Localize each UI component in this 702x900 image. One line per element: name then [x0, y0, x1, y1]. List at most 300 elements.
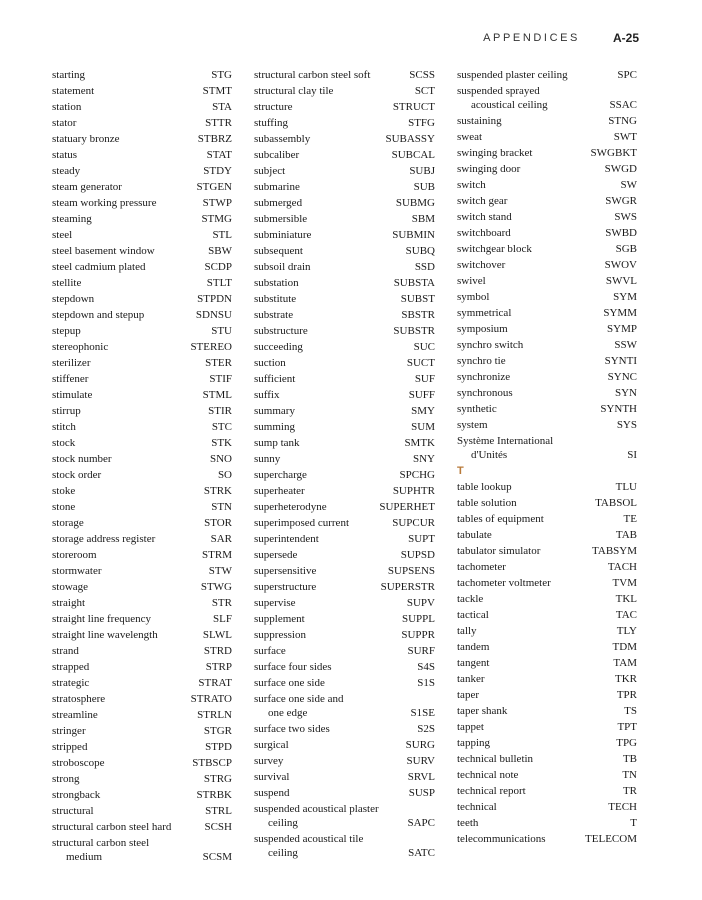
- entry-term: [254, 276, 299, 290]
- glossary-entry: [254, 290, 435, 306]
- entry-term-text: sustaining: [457, 115, 502, 127]
- glossary-entry: [457, 830, 637, 846]
- entry-term: [254, 500, 327, 514]
- glossary-entry: [457, 336, 637, 352]
- glossary-entry: [52, 530, 232, 546]
- entry-abbreviation: STPDN: [197, 293, 232, 305]
- entry-term: [254, 722, 330, 736]
- entry-abbreviation: STWP: [202, 197, 232, 209]
- entry-term-text: summary: [254, 405, 295, 417]
- entry-abbreviation: TELECOM: [585, 833, 637, 845]
- glossary-entry: [254, 258, 435, 274]
- entry-term-text: survival: [254, 771, 290, 783]
- entry-abbreviation: STRK: [203, 485, 232, 497]
- entry-term-text: supervise: [254, 597, 296, 609]
- entry-term: [254, 484, 305, 498]
- entry-term-text: submerged: [254, 197, 303, 209]
- entry-term: [457, 162, 520, 176]
- entry-term: [254, 212, 307, 226]
- glossary-entry: [254, 66, 435, 82]
- entry-abbreviation: SMY: [411, 405, 435, 417]
- entry-term: [254, 100, 292, 114]
- entry-term: [254, 164, 285, 178]
- entry-term-text: stratosphere: [52, 693, 106, 705]
- glossary-entry: [254, 562, 435, 578]
- glossary-entry: [254, 578, 435, 594]
- entry-term-text: superimposed current: [254, 517, 349, 529]
- entry-term-text: subcaliber: [254, 149, 300, 161]
- entry-term: [457, 226, 511, 240]
- entry-term: [52, 196, 156, 210]
- entry-term: [52, 180, 122, 194]
- entry-term: [254, 228, 311, 242]
- entry-term-text: superheater: [254, 485, 305, 497]
- glossary-entry: [52, 306, 232, 322]
- entry-term: [52, 84, 94, 98]
- glossary-entry: [254, 386, 435, 402]
- entry-term-text: tandem: [457, 641, 490, 653]
- entry-term-text: swinging bracket: [457, 147, 533, 159]
- entry-abbreviation: SUB: [413, 181, 435, 193]
- glossary-entry: [52, 130, 232, 146]
- glossary-entry: [52, 354, 232, 370]
- entry-abbreviation: STRM: [202, 549, 232, 561]
- entry-term-text: storage address register: [52, 533, 156, 545]
- entry-abbreviation: SNO: [209, 453, 232, 465]
- entry-abbreviation: S4S: [417, 661, 435, 673]
- entry-abbreviation: STER: [205, 357, 232, 369]
- glossary-entry: [52, 82, 232, 98]
- glossary-entry: [254, 434, 435, 450]
- entry-term: [457, 114, 502, 128]
- entry-term: [254, 180, 300, 194]
- glossary-entry: [52, 690, 232, 706]
- entry-term: [52, 100, 81, 114]
- entry-term-text: statuary bronze: [52, 133, 120, 145]
- glossary-entry: [457, 160, 637, 176]
- entry-term-text: tabulator simulator: [457, 545, 541, 557]
- entry-term: [457, 370, 510, 384]
- glossary-entry: [52, 242, 232, 258]
- entry-term-text: steel: [52, 229, 73, 241]
- entry-term-text: steam working pressure: [52, 197, 157, 209]
- entry-abbreviation: SUPHTR: [392, 485, 435, 497]
- entry-abbreviation: SGB: [615, 243, 637, 255]
- entry-term: [254, 436, 300, 450]
- glossary-entry: [254, 178, 435, 194]
- entry-abbreviation: SYS: [616, 419, 637, 431]
- entry-term: [52, 388, 92, 402]
- entry-term: [457, 704, 507, 718]
- glossary-entry: [254, 114, 435, 130]
- entry-term-text: symmetrical: [457, 307, 512, 319]
- entry-term: [52, 564, 101, 578]
- entry-abbreviation: SW: [620, 179, 637, 191]
- section-title: APPENDICES: [483, 32, 580, 44]
- entry-abbreviation: SUPERHET: [379, 501, 435, 513]
- glossary-entry: [52, 418, 232, 434]
- glossary-entry: [457, 750, 637, 766]
- glossary-entry: [457, 432, 637, 462]
- entry-abbreviation: TECH: [608, 801, 637, 813]
- entry-term-text: stowage: [52, 581, 89, 593]
- entry-term: [52, 308, 144, 322]
- entry-term-text: synthetic: [457, 403, 497, 415]
- entry-abbreviation: SI: [627, 449, 637, 461]
- entry-term-text: steel basement window: [52, 245, 155, 257]
- glossary-entry: [52, 546, 232, 562]
- glossary-entry: [457, 766, 637, 782]
- entry-term: [52, 116, 76, 130]
- entry-term: [254, 132, 310, 146]
- entry-term-text: surface: [254, 645, 286, 657]
- glossary-entry: [457, 82, 637, 112]
- entry-term: [254, 596, 296, 610]
- glossary-entry: [254, 450, 435, 466]
- glossary-entry: [457, 416, 637, 432]
- entry-term-text: strapped: [52, 661, 90, 673]
- entries-column-1: [52, 66, 232, 864]
- entry-abbreviation: STPD: [205, 741, 232, 753]
- entry-term: [52, 612, 151, 626]
- glossary-entry: [52, 578, 232, 594]
- entry-term: [457, 84, 548, 112]
- entry-term: [52, 420, 76, 434]
- entry-term-text: stroboscope: [52, 757, 105, 769]
- entry-abbreviation: SCSS: [409, 69, 435, 81]
- entry-term: [254, 564, 316, 578]
- glossary-entry: [254, 530, 435, 546]
- entries-column-3: [457, 66, 637, 846]
- entry-abbreviation: STDY: [203, 165, 232, 177]
- entry-term-text: synchronous: [457, 387, 513, 399]
- glossary-entry: [52, 162, 232, 178]
- entry-abbreviation: STLT: [206, 277, 232, 289]
- entry-abbreviation: SUBSTA: [393, 277, 435, 289]
- entry-term: [52, 628, 158, 642]
- entry-term: [254, 420, 295, 434]
- entry-term: [52, 836, 149, 864]
- glossary-entry: [254, 626, 435, 642]
- entry-term-continuation: ceiling: [268, 847, 298, 859]
- entry-term: [52, 68, 85, 82]
- glossary-entry: [52, 434, 232, 450]
- glossary-entry: [254, 82, 435, 98]
- entry-abbreviation: SRVL: [407, 771, 435, 783]
- glossary-entry: [254, 274, 435, 290]
- entry-term-text: surface two sides: [254, 723, 330, 735]
- entry-term-text: submersible: [254, 213, 308, 225]
- entry-abbreviation: SUM: [411, 421, 435, 433]
- entry-term: [254, 340, 303, 354]
- glossary-entry: [52, 146, 232, 162]
- entry-term: [457, 322, 508, 336]
- entry-abbreviation: SUC: [413, 341, 435, 353]
- glossary-entry: [254, 210, 435, 226]
- entry-term: [52, 164, 80, 178]
- glossary-entry: [457, 670, 637, 686]
- entry-abbreviation: SUBMIN: [392, 229, 435, 241]
- entry-term-text: synchro tie: [457, 355, 506, 367]
- glossary-entry: [254, 402, 435, 418]
- glossary-entry: [52, 194, 232, 210]
- entry-abbreviation: SBSTR: [401, 309, 435, 321]
- entry-term-text: surface one side: [254, 677, 325, 689]
- entry-abbreviation: TAC: [615, 609, 637, 621]
- glossary-entry: [254, 194, 435, 210]
- entry-term: [254, 68, 370, 82]
- entry-abbreviation: STOR: [204, 517, 232, 529]
- entry-abbreviation: STBRZ: [197, 133, 232, 145]
- glossary-entry: [52, 450, 232, 466]
- entry-abbreviation: SATC: [408, 847, 435, 859]
- entry-term: [52, 468, 101, 482]
- entry-term: [457, 672, 484, 686]
- entry-abbreviation: SCSM: [202, 851, 232, 863]
- entry-term: [52, 500, 75, 514]
- entry-term-text: subject: [254, 165, 286, 177]
- entry-term: [52, 708, 98, 722]
- entry-abbreviation: SYNC: [607, 371, 637, 383]
- entry-term: [254, 260, 311, 274]
- entry-term: [52, 644, 79, 658]
- glossary-entry: [457, 638, 637, 654]
- entry-term-text: stereophonic: [52, 341, 109, 353]
- entry-term-continuation: one edge: [268, 707, 308, 719]
- entry-abbreviation: SWGD: [604, 163, 637, 175]
- entry-abbreviation: STEREO: [190, 341, 232, 353]
- glossary-entry: [52, 786, 232, 802]
- entry-term-text: technical: [457, 801, 497, 813]
- entry-term-text: stellite: [52, 277, 82, 289]
- glossary-entry: [457, 272, 637, 288]
- glossary-entry: [457, 782, 637, 798]
- entry-term: [52, 436, 75, 450]
- glossary-entry: [52, 66, 232, 82]
- entry-abbreviation: STRD: [203, 645, 232, 657]
- entry-term-text: strategic: [52, 677, 90, 689]
- glossary-entry: [52, 114, 232, 130]
- entry-term: [52, 724, 86, 738]
- entry-term-text: synchronize: [457, 371, 511, 383]
- glossary-entry: [52, 626, 232, 642]
- entry-term-text: station: [52, 101, 82, 113]
- glossary-entry: [52, 274, 232, 290]
- entry-term-text: strongback: [52, 789, 101, 801]
- entry-term: [254, 196, 302, 210]
- entry-abbreviation: TKR: [615, 673, 637, 685]
- glossary-entry: [457, 494, 637, 510]
- page-header: [0, 31, 639, 49]
- entry-abbreviation: STAT: [206, 149, 232, 161]
- entry-abbreviation: SSD: [414, 261, 435, 273]
- glossary-entry: [254, 130, 435, 146]
- entry-term-text: tappet: [457, 721, 484, 733]
- entry-term-text: tachometer voltmeter: [457, 577, 551, 589]
- glossary-entry: [254, 306, 435, 322]
- glossary-entry: [457, 798, 637, 814]
- entry-abbreviation: SUBJ: [409, 165, 435, 177]
- entry-abbreviation: STRBK: [196, 789, 232, 801]
- glossary-entry: [52, 386, 232, 402]
- entry-abbreviation: TABSOL: [595, 497, 637, 509]
- glossary-entry: [52, 370, 232, 386]
- entry-abbreviation: SWGR: [605, 195, 637, 207]
- glossary-entry: [254, 800, 435, 830]
- entry-abbreviation: STNG: [608, 115, 637, 127]
- glossary-entry: [254, 610, 435, 626]
- entry-term: [457, 480, 512, 494]
- entry-abbreviation: S2S: [417, 723, 435, 735]
- entry-term-text: status: [52, 149, 78, 161]
- entry-abbreviation: STGEN: [196, 181, 232, 193]
- entry-abbreviation: TS: [624, 705, 637, 717]
- entry-abbreviation: SNY: [412, 453, 435, 465]
- entry-term: [457, 274, 486, 288]
- entry-term: [457, 402, 497, 416]
- entry-abbreviation: SUSP: [408, 787, 435, 799]
- glossary-entry: [254, 226, 435, 242]
- entry-term: [457, 768, 518, 782]
- entry-term-text: structure: [254, 101, 293, 113]
- entry-abbreviation: STRLN: [197, 709, 232, 721]
- entry-term-text: tactical: [457, 609, 489, 621]
- entry-term-text: stirrup: [52, 405, 81, 417]
- entry-term: [254, 660, 332, 674]
- entry-term-text: statement: [52, 85, 95, 97]
- entry-term-text: supercharge: [254, 469, 307, 481]
- entry-term: [457, 354, 506, 368]
- entry-term: [457, 306, 511, 320]
- glossary-entry: [254, 752, 435, 768]
- entry-term-text: surface one side and: [254, 693, 344, 705]
- entry-term-text: substructure: [254, 325, 308, 337]
- glossary-entry: [52, 466, 232, 482]
- entry-term: [457, 210, 512, 224]
- glossary-entry: [254, 498, 435, 514]
- entry-term-text: taper: [457, 689, 479, 701]
- page-number: A-25: [612, 31, 639, 45]
- entry-term: [52, 228, 72, 242]
- glossary-entry: [52, 642, 232, 658]
- glossary-entry: [52, 706, 232, 722]
- entry-term-text: table lookup: [457, 481, 512, 493]
- entry-abbreviation: STRATO: [190, 693, 232, 705]
- entry-term-text: subsequent: [254, 245, 303, 257]
- entry-term-text: stepup: [52, 325, 81, 337]
- entry-term-text: stock number: [52, 453, 112, 465]
- entry-term: [254, 324, 308, 338]
- glossary-entry: [457, 66, 637, 82]
- entry-abbreviation: SUPPR: [401, 629, 435, 641]
- glossary-entry: [52, 722, 232, 738]
- entry-term-text: tally: [457, 625, 477, 637]
- entry-term-text: supersensitive: [254, 565, 317, 577]
- glossary-entry: [254, 514, 435, 530]
- entry-abbreviation: S1S: [417, 677, 435, 689]
- entry-term-text: stepdown: [52, 293, 95, 305]
- entry-term: [254, 786, 289, 800]
- entry-term-text: subminiature: [254, 229, 312, 241]
- entry-abbreviation: STIR: [208, 405, 232, 417]
- entry-term: [52, 260, 145, 274]
- entry-term: [254, 244, 303, 258]
- entry-abbreviation: TPT: [617, 721, 637, 733]
- entry-term: [457, 418, 488, 432]
- glossary-entry: [52, 402, 232, 418]
- entry-term-text: storage: [52, 517, 84, 529]
- entry-term: [254, 738, 289, 752]
- entry-abbreviation: SAR: [210, 533, 232, 545]
- entry-term: [254, 516, 349, 530]
- entry-term-text: suffix: [254, 389, 280, 401]
- entry-term-text: substitute: [254, 293, 297, 305]
- entry-term: [52, 772, 80, 786]
- glossary-entry: [457, 558, 637, 574]
- entry-abbreviation: SUBMG: [395, 197, 435, 209]
- entry-term: [254, 676, 325, 690]
- entry-term: [254, 372, 295, 386]
- glossary-entry: [457, 224, 637, 240]
- entry-abbreviation: SUBCAL: [391, 149, 435, 161]
- entry-term: [254, 580, 316, 594]
- entry-abbreviation: SWGBKT: [590, 147, 637, 159]
- entry-abbreviation: SYN: [614, 387, 637, 399]
- entry-term-text: teeth: [457, 817, 479, 829]
- glossary-entry: [52, 178, 232, 194]
- entry-term-text: straight: [52, 597, 85, 609]
- entry-abbreviation: STWG: [200, 581, 232, 593]
- entry-abbreviation: SMTK: [404, 437, 435, 449]
- glossary-entry: [457, 256, 637, 272]
- entry-term-text: suspended acoustical tile: [254, 833, 364, 845]
- glossary-entry: [457, 686, 637, 702]
- entry-abbreviation: TB: [622, 753, 637, 765]
- glossary-entry: [457, 208, 637, 224]
- entry-term-text: stormwater: [52, 565, 102, 577]
- entry-term: [457, 752, 533, 766]
- entry-abbreviation: SWOV: [604, 259, 637, 271]
- entry-abbreviation: TE: [623, 513, 637, 525]
- entry-term-text: superheterodyne: [254, 501, 327, 513]
- glossary-entry: [457, 478, 637, 494]
- entry-abbreviation: SURF: [407, 645, 435, 657]
- entry-term: [254, 308, 293, 322]
- entry-term: [457, 178, 486, 192]
- entry-term: [457, 816, 478, 830]
- glossary-entry: [52, 338, 232, 354]
- entry-term-text: tabulate: [457, 529, 492, 541]
- entry-term: [457, 624, 477, 638]
- entry-term-text: submarine: [254, 181, 300, 193]
- entry-term: [254, 612, 305, 626]
- entry-abbreviation: SUPV: [406, 597, 435, 609]
- entry-term: [52, 660, 89, 674]
- entry-term: [52, 356, 90, 370]
- glossary-entry: [254, 466, 435, 482]
- entry-abbreviation: SUPT: [408, 533, 435, 545]
- entry-term-text: stitch: [52, 421, 76, 433]
- entry-term: [457, 560, 506, 574]
- glossary-entry: [52, 834, 232, 864]
- entry-term-continuation: d'Unités: [471, 449, 508, 461]
- entry-abbreviation: SLF: [213, 613, 232, 625]
- entry-term-text: sweat: [457, 131, 483, 143]
- entry-term-text: stripped: [52, 741, 88, 753]
- entry-term-text: switch stand: [457, 211, 512, 223]
- entry-abbreviation: TPR: [616, 689, 637, 701]
- entry-term: [457, 242, 532, 256]
